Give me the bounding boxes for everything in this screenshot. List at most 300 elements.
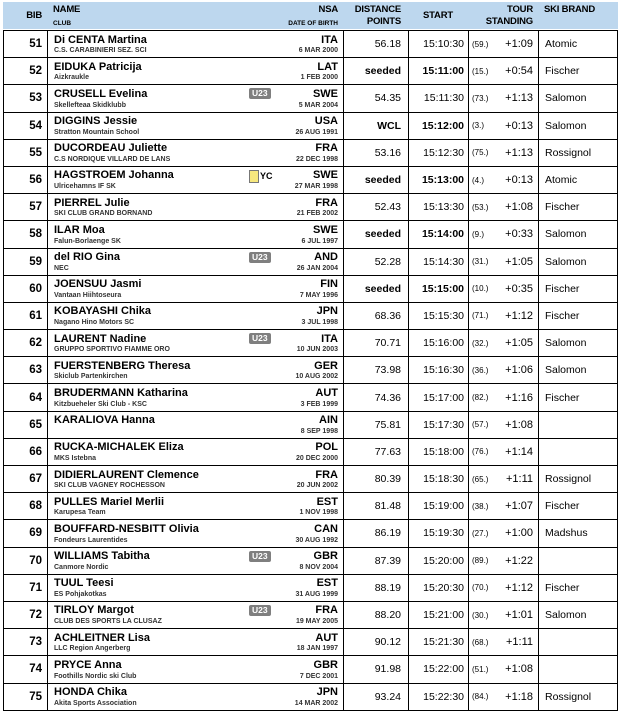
athlete-nsa-dob — [300, 659, 338, 681]
table-row — [3, 383, 618, 411]
athlete-nsa-dob — [295, 115, 338, 137]
start-time-cell: 15:13:30 — [409, 194, 469, 220]
distance-points-cell: 73.98 — [344, 357, 409, 383]
tour-rank: (84.) — [472, 692, 489, 702]
tour-standing-cell — [469, 276, 539, 302]
ski-brand-cell: Salomon — [545, 228, 587, 241]
table-header — [3, 2, 618, 29]
header-name — [47, 2, 343, 29]
athlete-cell — [48, 684, 344, 710]
distance-points-cell: 54.35 — [344, 85, 409, 111]
table-row — [3, 329, 618, 357]
tour-gap: +1:13 — [505, 92, 533, 105]
header-bib-label: BIB — [26, 9, 42, 21]
tour-gap: +1:12 — [505, 309, 533, 322]
table-body — [3, 30, 618, 711]
athlete-name-club — [54, 550, 150, 572]
table-row — [3, 683, 618, 711]
date-of-birth: 6 MAR 2000 — [298, 47, 338, 55]
start-time-cell: 15:16:30 — [409, 357, 469, 383]
table-row — [3, 574, 618, 602]
date-of-birth: 8 NOV 2004 — [299, 563, 338, 571]
bib-number: 65 — [4, 412, 48, 438]
u23-badge: U23 — [249, 605, 271, 616]
start-time-cell: 15:13:00 — [409, 167, 469, 193]
athlete-club: Ulricehamns IF SK — [54, 183, 116, 191]
distance-points-cell: seeded — [344, 58, 409, 84]
yellow-card-badge — [249, 170, 273, 183]
distance-points-cell: 52.28 — [344, 249, 409, 275]
athlete-club: Nagano Hino Motors SC — [54, 319, 135, 327]
athlete-nsa-dob — [296, 604, 338, 626]
header-distance-points — [343, 2, 408, 29]
athlete-name: DIGGINS Jessie — [54, 115, 138, 128]
tour-rank: (76.) — [472, 447, 489, 457]
athlete-name: LAURENT Nadine — [54, 332, 147, 345]
badge-zone — [249, 333, 271, 344]
table-row — [3, 112, 618, 140]
athlete-club: GRUPPO SPORTIVO FIAMME ORO — [54, 346, 170, 354]
athlete-cell — [48, 221, 344, 247]
distance-points-cell: 90.12 — [344, 629, 409, 655]
athlete-club: Foothills Nordic ski Club — [54, 672, 137, 680]
athlete-cell — [48, 629, 344, 655]
ski-brand-cell — [539, 412, 619, 438]
athlete-name-club — [54, 34, 147, 56]
athlete-name: BOUFFARD-NESBITT Olivia — [54, 522, 199, 535]
athlete-club: C.S. CARABINIERI SEZ. SCI — [54, 47, 147, 55]
tour-gap: +1:11 — [505, 636, 533, 649]
athlete-cell — [48, 520, 344, 546]
athlete-name: TUUL Teesi — [54, 577, 114, 590]
athlete-name-club — [54, 88, 147, 110]
athlete-name: FUERSTENBERG Theresa — [54, 359, 191, 372]
nsa-code: GBR — [313, 550, 338, 563]
athlete-nsa-dob — [301, 387, 338, 409]
distance-points-cell: 74.36 — [344, 384, 409, 410]
nsa-code: EST — [316, 577, 338, 590]
bib-number: 66 — [4, 439, 48, 465]
date-of-birth: 31 AUG 1999 — [295, 590, 338, 598]
athlete-name-club — [54, 469, 199, 491]
athlete-nsa-dob — [296, 441, 338, 463]
distance-points-cell: 81.48 — [344, 493, 409, 519]
ski-brand-cell: Fischer — [545, 309, 580, 322]
tour-gap: +1:01 — [505, 609, 533, 622]
athlete-name-club — [54, 169, 174, 191]
tour-rank: (70.) — [472, 583, 489, 593]
ski-brand-cell: Atomic — [545, 174, 578, 187]
tour-gap: +1:05 — [505, 255, 533, 268]
athlete-club: ES Pohjakotkas — [54, 590, 107, 598]
tour-standing-cell — [469, 602, 539, 628]
athlete-name: DIDIERLAURENT Clemence — [54, 468, 199, 481]
tour-standing-cell — [469, 412, 539, 438]
header-nsa-dob — [288, 5, 338, 27]
athlete-cell — [48, 31, 344, 57]
ski-brand-cell: Rossignol — [545, 690, 592, 703]
tour-gap: +1:08 — [505, 663, 533, 676]
tour-rank: (57.) — [472, 420, 489, 430]
nsa-code: ITA — [321, 332, 338, 345]
athlete-cell — [48, 140, 344, 166]
ski-brand-cell: Fischer — [545, 282, 580, 295]
header-ski-brand — [538, 2, 618, 29]
tour-gap: +0:54 — [505, 65, 533, 78]
athlete-name-club — [54, 414, 155, 436]
bib-number: 58 — [4, 221, 48, 247]
nsa-code: LAT — [317, 60, 338, 73]
table-row — [3, 84, 618, 112]
table-row — [3, 220, 618, 248]
athlete-name-club — [54, 115, 139, 137]
date-of-birth: 6 JUL 1997 — [301, 237, 338, 245]
athlete-cell — [48, 330, 344, 356]
athlete-nsa-dob — [299, 496, 338, 518]
athlete-club: MKS Istebna — [54, 455, 97, 462]
tour-rank: (71.) — [472, 311, 489, 321]
athlete-club: Vantaan Hiihtoseura — [54, 291, 122, 299]
tour-standing-cell — [469, 575, 539, 601]
date-of-birth: 1 FEB 2000 — [300, 74, 338, 82]
start-time-cell: 15:11:30 — [409, 85, 469, 111]
tour-gap: +1:12 — [505, 581, 533, 594]
athlete-nsa-dob — [295, 169, 338, 191]
athlete-name-club — [54, 197, 152, 219]
athlete-nsa-dob — [301, 61, 338, 83]
u23-badge: U23 — [249, 333, 271, 344]
nsa-code: FRA — [315, 142, 338, 155]
tour-standing-cell — [469, 140, 539, 166]
athlete-nsa-dob — [297, 197, 338, 219]
athlete-cell — [48, 575, 344, 601]
ski-brand-cell — [539, 656, 619, 682]
date-of-birth: 27 MAR 1998 — [294, 183, 338, 191]
tour-standing-cell — [469, 466, 539, 492]
bib-number: 52 — [4, 58, 48, 84]
nsa-code: FRA — [315, 196, 338, 209]
table-row — [3, 57, 618, 85]
distance-points-cell: 56.18 — [344, 31, 409, 57]
bib-number: 60 — [4, 276, 48, 302]
header-name-label: NAME — [53, 4, 81, 15]
athlete-cell — [48, 167, 344, 193]
tour-rank: (15.) — [472, 66, 489, 76]
tour-standing-cell — [469, 439, 539, 465]
badge-zone — [249, 170, 273, 183]
start-time-cell: 15:21:30 — [409, 629, 469, 655]
tour-standing-cell — [469, 684, 539, 710]
bib-number: 75 — [4, 684, 48, 710]
athlete-name-club — [54, 251, 120, 273]
date-of-birth: 21 FEB 2002 — [296, 210, 338, 218]
athlete-nsa-dob — [301, 414, 338, 436]
athlete-name-club — [54, 496, 164, 518]
date-of-birth: 19 MAY 2005 — [295, 618, 338, 626]
tour-standing-cell — [469, 303, 539, 329]
athlete-club: Falun-Borlaenge SK — [54, 237, 121, 245]
table-row — [3, 275, 618, 303]
tour-rank: (38.) — [472, 501, 489, 511]
ski-brand-cell — [539, 439, 619, 465]
athlete-nsa-dob — [299, 88, 338, 110]
tour-rank: (9.) — [472, 229, 484, 239]
date-of-birth: 1 NOV 1998 — [299, 509, 338, 517]
ski-brand-cell: Salomon — [545, 337, 587, 350]
tour-standing-cell — [469, 31, 539, 57]
bib-number: 53 — [4, 85, 48, 111]
tour-rank: (89.) — [472, 556, 489, 566]
nsa-code: SWE — [312, 87, 338, 100]
header-bib — [3, 2, 47, 29]
bib-number: 71 — [4, 575, 48, 601]
athlete-nsa-dob — [295, 523, 338, 545]
start-time-cell: 15:11:00 — [409, 58, 469, 84]
athlete-club: CLUB DES SPORTS LA CLUSAZ — [54, 618, 162, 626]
bib-number: 74 — [4, 656, 48, 682]
tour-gap: +0:35 — [505, 282, 533, 295]
athlete-name: TIRLOY Margot — [54, 604, 134, 617]
tour-gap: +1:05 — [505, 337, 533, 350]
tour-gap: +1:07 — [505, 500, 533, 513]
tour-standing-cell — [469, 249, 539, 275]
header-dob-label: DATE OF BIRTH — [288, 19, 338, 27]
u23-badge: U23 — [249, 551, 271, 562]
athlete-name-club — [54, 632, 150, 654]
tour-gap: +1:22 — [505, 554, 533, 567]
distance-points-cell: 88.20 — [344, 602, 409, 628]
athlete-name: HAGSTROEM Johanna — [54, 169, 174, 182]
distance-points-cell: 88.19 — [344, 575, 409, 601]
table-row — [3, 193, 618, 221]
tour-rank: (59.) — [472, 39, 489, 49]
athlete-name-club — [54, 278, 141, 300]
tour-standing-cell — [469, 85, 539, 111]
u23-badge: U23 — [249, 88, 271, 99]
badge-zone — [249, 88, 271, 99]
athlete-cell — [48, 194, 344, 220]
table-row — [3, 411, 618, 439]
date-of-birth: 20 DEC 2000 — [295, 455, 338, 462]
athlete-name-club — [54, 577, 114, 599]
start-time-cell: 15:12:00 — [409, 113, 469, 139]
nsa-code: GER — [314, 359, 338, 372]
bib-number: 73 — [4, 629, 48, 655]
nsa-code: AIN — [319, 414, 338, 427]
bib-number: 64 — [4, 384, 48, 410]
start-time-cell: 15:19:00 — [409, 493, 469, 519]
ski-brand-cell: Salomon — [545, 119, 587, 132]
athlete-cell — [48, 85, 344, 111]
badge-zone — [249, 605, 271, 616]
ski-brand-cell: Salomon — [545, 92, 587, 105]
bib-number: 51 — [4, 31, 48, 57]
nsa-code: ITA — [321, 33, 338, 46]
distance-points-cell: 68.36 — [344, 303, 409, 329]
distance-points-cell: 52.43 — [344, 194, 409, 220]
athlete-club: Skellefteaa Skidklubb — [54, 101, 126, 109]
athlete-name: JOENSUU Jasmi — [54, 278, 142, 291]
table-row — [3, 628, 618, 656]
header-club-label: CLUB — [53, 19, 72, 27]
date-of-birth: 3 JUL 1998 — [301, 319, 338, 327]
header-tour-standing — [468, 2, 538, 29]
athlete-cell — [48, 58, 344, 84]
tour-gap: +1:16 — [505, 391, 533, 404]
athlete-cell — [48, 113, 344, 139]
bib-number: 54 — [4, 113, 48, 139]
athlete-nsa-dob — [299, 34, 338, 56]
yellow-card-icon — [249, 170, 259, 183]
start-time-cell: 15:14:00 — [409, 221, 469, 247]
yc-label: YC — [260, 171, 273, 182]
date-of-birth: 7 DEC 2001 — [299, 672, 338, 680]
athlete-club: Skiclub Partenkirchen — [54, 373, 128, 381]
start-time-cell: 15:10:30 — [409, 31, 469, 57]
athlete-club: SKI CLUB GRAND BORNAND — [54, 210, 153, 218]
tour-standing-cell — [469, 384, 539, 410]
athlete-club: Aizkraukle — [54, 74, 90, 82]
start-time-cell: 15:17:30 — [409, 412, 469, 438]
tour-rank: (53.) — [472, 202, 489, 212]
distance-points-cell: 91.98 — [344, 656, 409, 682]
table-row — [3, 356, 618, 384]
nsa-code: USA — [314, 115, 338, 128]
tour-standing-cell — [469, 113, 539, 139]
tour-gap: +0:13 — [505, 174, 533, 187]
table-row — [3, 30, 618, 58]
distance-points-cell: seeded — [344, 276, 409, 302]
header-start-label: START — [423, 9, 453, 21]
athlete-name: KOBAYASHI Chika — [54, 305, 151, 318]
start-time-cell: 15:16:00 — [409, 330, 469, 356]
nsa-code: AUT — [315, 631, 338, 644]
tour-gap: +1:14 — [505, 445, 533, 458]
tour-gap: +1:11 — [505, 473, 533, 486]
athlete-cell — [48, 412, 344, 438]
athlete-name: EIDUKA Patricija — [54, 60, 142, 73]
date-of-birth: 20 JUN 2002 — [296, 482, 338, 490]
athlete-name-club — [54, 387, 188, 409]
athlete-name: ILAR Moa — [54, 223, 105, 236]
tour-rank: (10.) — [472, 284, 489, 294]
bib-number: 70 — [4, 548, 48, 574]
athlete-nsa-dob — [296, 142, 338, 164]
athlete-club: Akita Sports Association — [54, 699, 137, 707]
ski-brand-cell — [539, 629, 619, 655]
tour-standing-cell — [469, 629, 539, 655]
tour-standing-cell — [469, 493, 539, 519]
tour-gap: +0:33 — [505, 228, 533, 241]
header-start — [408, 2, 468, 29]
tour-rank: (31.) — [472, 257, 489, 267]
ski-brand-cell: Rossignol — [545, 146, 592, 159]
athlete-name: PULLES Mariel Merlii — [54, 495, 165, 508]
athlete-name-club — [54, 604, 162, 626]
athlete-nsa-dob — [302, 305, 338, 327]
date-of-birth: 18 JAN 1997 — [296, 645, 338, 653]
ski-brand-cell: Fischer — [545, 391, 580, 404]
athlete-club: Stratton Mountain School — [54, 128, 140, 136]
nsa-code: SWE — [312, 169, 338, 182]
date-of-birth: 10 JUN 2003 — [296, 346, 338, 354]
athlete-name-club — [54, 360, 190, 382]
start-time-cell: 15:22:30 — [409, 684, 469, 710]
athlete-cell — [48, 384, 344, 410]
tour-standing-cell — [469, 357, 539, 383]
bib-number: 68 — [4, 493, 48, 519]
athlete-name-club — [54, 142, 170, 164]
tour-rank: (51.) — [472, 664, 489, 674]
athlete-cell — [48, 439, 344, 465]
date-of-birth: 14 MAR 2002 — [294, 699, 338, 707]
nsa-code: FRA — [315, 468, 338, 481]
athlete-nsa-dob — [295, 360, 338, 382]
athlete-nsa-dob — [299, 550, 338, 572]
athlete-name: WILLIAMS Tabitha — [54, 550, 150, 563]
start-time-cell: 15:15:00 — [409, 276, 469, 302]
athlete-name-club — [54, 61, 142, 83]
athlete-cell — [48, 276, 344, 302]
athlete-name: BRUDERMANN Katharina — [54, 386, 188, 399]
distance-points-cell: 87.39 — [344, 548, 409, 574]
distance-points-cell: 77.63 — [344, 439, 409, 465]
tour-standing-cell — [469, 656, 539, 682]
start-time-cell: 15:20:30 — [409, 575, 469, 601]
athlete-name: Di CENTA Martina — [54, 33, 147, 46]
ski-brand-cell: Fischer — [545, 201, 580, 214]
tour-standing-cell — [469, 221, 539, 247]
distance-points-cell: 80.39 — [344, 466, 409, 492]
start-time-cell: 15:20:00 — [409, 548, 469, 574]
athlete-cell — [48, 602, 344, 628]
athlete-name: CRUSELL Evelina — [54, 87, 148, 100]
ski-brand-cell: Salomon — [545, 364, 587, 377]
athlete-nsa-dob — [297, 333, 338, 355]
header-tour-label: TOUR — [507, 4, 533, 15]
ski-brand-cell: Salomon — [545, 609, 587, 622]
distance-points-cell: 75.81 — [344, 412, 409, 438]
athlete-name-club — [54, 659, 136, 681]
table-row — [3, 139, 618, 167]
tour-standing-cell — [469, 520, 539, 546]
header-points-label: POINTS — [366, 15, 401, 27]
bib-number: 69 — [4, 520, 48, 546]
athlete-cell — [48, 357, 344, 383]
date-of-birth: 7 MAY 1996 — [299, 291, 338, 299]
table-row — [3, 302, 618, 330]
date-of-birth: 3 FEB 1999 — [300, 400, 338, 408]
athlete-club: SKI CLUB VAGNEY ROCHESSON — [54, 482, 165, 490]
tour-standing-cell — [469, 167, 539, 193]
athlete-nsa-dob — [297, 251, 338, 273]
athlete-club: Karupesa Team — [54, 509, 106, 517]
athlete-nsa-dob — [302, 224, 338, 246]
bib-number: 62 — [4, 330, 48, 356]
distance-points-cell: 53.16 — [344, 140, 409, 166]
athlete-nsa-dob — [297, 469, 338, 491]
bib-number: 72 — [4, 602, 48, 628]
tour-rank: (75.) — [472, 148, 489, 158]
badge-zone — [249, 551, 271, 562]
table-row — [3, 465, 618, 493]
bib-number: 67 — [4, 466, 48, 492]
ski-brand-cell: Atomic — [545, 38, 578, 51]
header-ski-brand-label: SKI BRAND — [544, 4, 595, 15]
tour-rank: (27.) — [472, 528, 489, 538]
tour-gap: +0:13 — [505, 119, 533, 132]
date-of-birth: 10 AUG 2002 — [295, 373, 338, 381]
